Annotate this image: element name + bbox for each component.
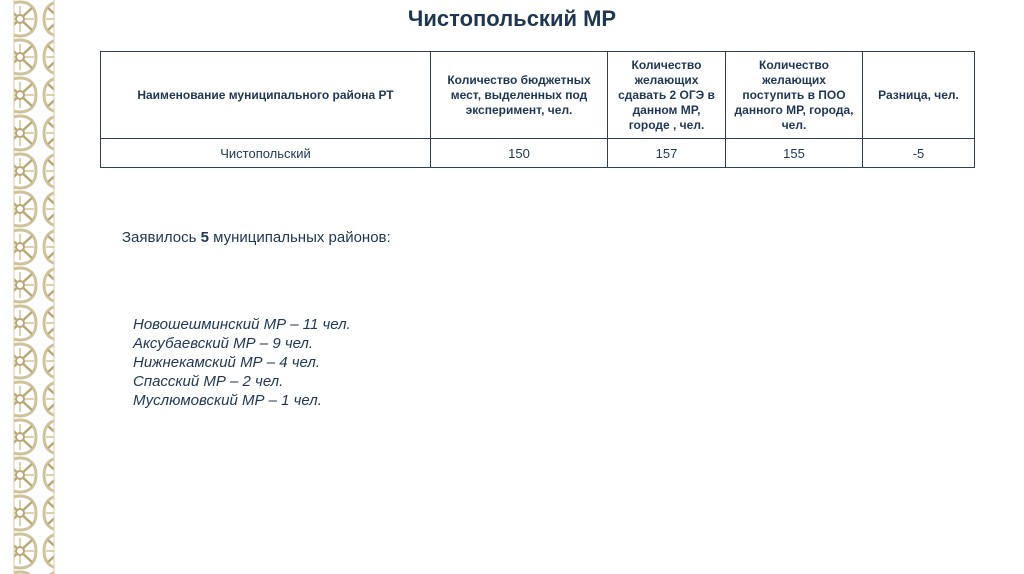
- summary-count: 5: [200, 229, 209, 246]
- cell-budget-places: 150: [431, 139, 608, 168]
- cell-district: Чистопольский: [101, 139, 431, 168]
- district-list: [133, 315, 351, 410]
- header-poo-applicants: Количество желающих поступить в ПОО данного МР, города, чел.: [726, 52, 863, 139]
- summary-suffix: муниципальных районов:: [208, 229, 391, 246]
- list-item: Спасский МР – 2 чел.: [133, 373, 284, 390]
- cell-oge-applicants: 157: [608, 139, 726, 168]
- header-difference: Разница, чел.: [863, 52, 975, 139]
- header-oge-applicants: Количество желающих сдавать 2 ОГЭ в данном МР, городе , чел.: [608, 52, 726, 139]
- table-header-row: [101, 52, 975, 139]
- summary-text: [122, 229, 391, 246]
- list-item: Аксубаевский МР – 9 чел.: [133, 335, 314, 352]
- page-title: Чистопольский МР: [407, 6, 617, 31]
- list-item: Новошешминский МР – 11 чел.: [133, 316, 351, 333]
- cell-poo-applicants: 155: [726, 139, 863, 168]
- header-district-name: Наименование муниципального района РТ: [101, 52, 431, 139]
- header-budget-places: Количество бюджетных мест, выделенных под эксперимент, чел.: [431, 52, 608, 139]
- summary-prefix: Заявилось: [122, 229, 201, 246]
- ornamental-border: [0, 0, 62, 574]
- list-item: Муслюмовский МР – 1 чел.: [133, 392, 322, 409]
- cell-difference: -5: [863, 139, 975, 168]
- list-item: Нижнекамский МР – 4 чел.: [133, 354, 320, 371]
- table-row: [101, 139, 975, 168]
- data-table: [100, 51, 975, 168]
